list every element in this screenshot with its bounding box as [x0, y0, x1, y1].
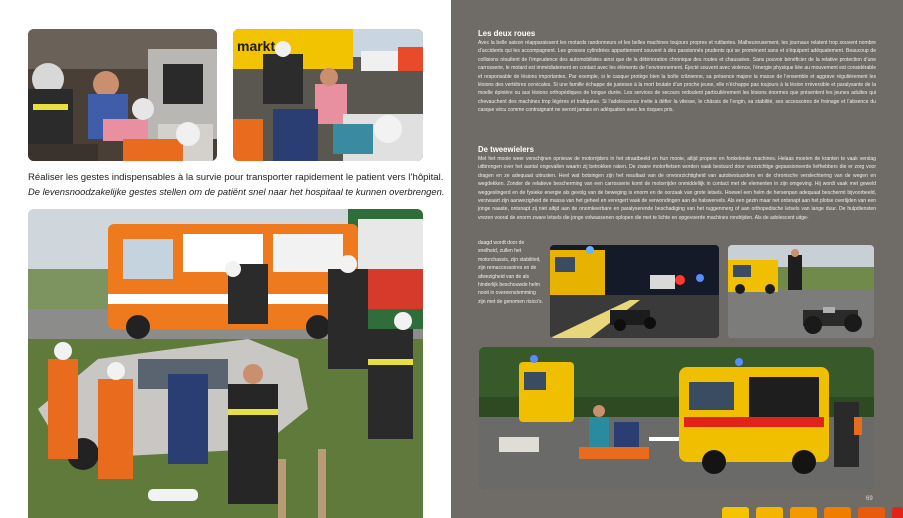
photo-motorcycle-wreck-graphic	[728, 245, 874, 338]
body-french: Avec la belle saison réapparaissent les motards randonneurs et les belles machines toujours propres et rutilantes. Malheureusement, les journaux relatent trop souvent nombre d’accidents qui les accompagnent. Les grosses cylindrées appartiennent souvent à des passionnés prudents qui se promènent sans et s’équipent adéquatement. Beaucoup de collisions résultent de l’imprudence des automobilistes ainsi que de la détérioration chronique des routes et chaussées. Sans pouvoir bénéficier de la relative protection d’une carrosserie, le motard est immédiatement en contact avec les éléments de l’environnement. Éjecté souvent avec violence, l’énergie physique liée au mouvement est considérable et responsable de lésions importantes. Par exemple, si le casque protège bien la boîte crânienne, sa présence majore la masse de l’ensemble et aggrave régulièrement les lésions des vertèbres cervicales. Si une famille échappe de justesse à la mort brutale d’un proche jeune, elle n’échappe pas toujours à la lésion irréversible et paralysante de la moelle épinière ou aux lésions orthopédiques de longue durée. Les services de secours redoutent particulièrement les lésions énormes que présentent les jeunes adultes qui chevauchent des machines trop légères et trafiquées. Si l’adolescence invite à défier la vitesse, le châssis de l’engin, sa stabilité, ses accessoires de freinage et l’absence du casque vécu comme contraignant ne seront jamais en adéquation avec les risques pris.	[478, 40, 876, 114]
color-tab-4	[824, 507, 851, 518]
body-dutch: Met het mooie weer verschijnen opnieuw de motorrijders in het straatbeeld en hun mooie, altijd propere en fonkelende machines. Helaas moeten de kranten te vaak verslag uitbrengen over het aantal ongevallen waarin zij betrokken raken. De zware motorfietsen worden vaak bestuurd door voorzichtige gepassioneerde liefhebbers die er zorg voor dragen en ze adequaat uitrusten. Heel wat botsingen zijn het resultaat van de onvoorzichtigheid van autobestuurders en de chronische verslechtering van de wegen en wegdekken. Zonder de relatieve bescherming van een carrosserie komt de motorrijder onmiddellijk in contact met de elementen in zijn omgeving. Hij wordt vaak met geweld weggeslingerd en de fysieke energie als gevolg van de beweging is enorm en de oorzaak van grote letsels. Hoewel een helm de hersenpan adequaat beschermt bijvoorbeeld, verzwaart zijn aanwezigheid de massa van het geheel en verergert vaak de verwondingen aan de halswervels. Als een gezin maar net ontsnapt aan het plotse overlijden van een jonge naaste, ontsnapt zij niet altijd aan de onomkeerbare en paralyserende beschadiging van het ruggenmerg of aan orthopedische letsels van lange duur. De hulpdiensten vrezen vooral de enorm zware letsels die jonge volwassenen oplopen die met te lichte en opgevoerde machines rondrijden. Als de adolescent uitge-	[478, 156, 876, 221]
photo-market-sign: markt	[237, 38, 276, 54]
photo-motorcycle-wreck	[728, 245, 874, 338]
color-tab-1	[722, 507, 749, 518]
color-tab-5	[858, 507, 885, 518]
color-tab-6	[892, 507, 903, 518]
caption-block-nl	[28, 186, 445, 197]
caption-french: Réaliser les gestes indispensables à la survie pour transporter rapidement le patient vers l’hôpital.	[28, 172, 444, 183]
caption-dutch: De levensnoodzakelijke gestes stellen om de patiënt snel naar het hospitaal te kunnen overbrengen.	[28, 186, 445, 197]
photo-rescue-market-graphic	[233, 29, 423, 161]
color-tab-3	[790, 507, 817, 518]
photo-crash-scene	[28, 209, 423, 518]
photo-rescue-market	[233, 29, 423, 161]
heading-french: Les deux roues	[478, 29, 536, 38]
photo-rescue-extraction	[28, 29, 217, 161]
caption-block	[28, 172, 444, 183]
photo-ambulance-scene-graphic	[479, 347, 874, 489]
photo-crash-scene-graphic	[28, 209, 423, 518]
heading-dutch: De tweewielers	[478, 145, 534, 154]
photo-ambulance-scene	[479, 347, 874, 489]
body-dutch-narrow: daagd wordt door de snelheid, zullen het motorchassis, zijn stabiliteit, zijn remaccessoires en de afwezigheid van de als hinderlijk beschouwde helm nooit in overeenstemming zijn met de genomen risico’s.	[478, 240, 543, 305]
photo-night-accident	[550, 245, 719, 338]
photo-rescue-extraction-graphic	[28, 29, 217, 161]
left-page	[0, 0, 451, 518]
photo-night-accident-graphic	[550, 245, 719, 338]
color-tab-2	[756, 507, 783, 518]
color-tabs	[722, 507, 903, 518]
page-number: 69	[866, 496, 873, 502]
